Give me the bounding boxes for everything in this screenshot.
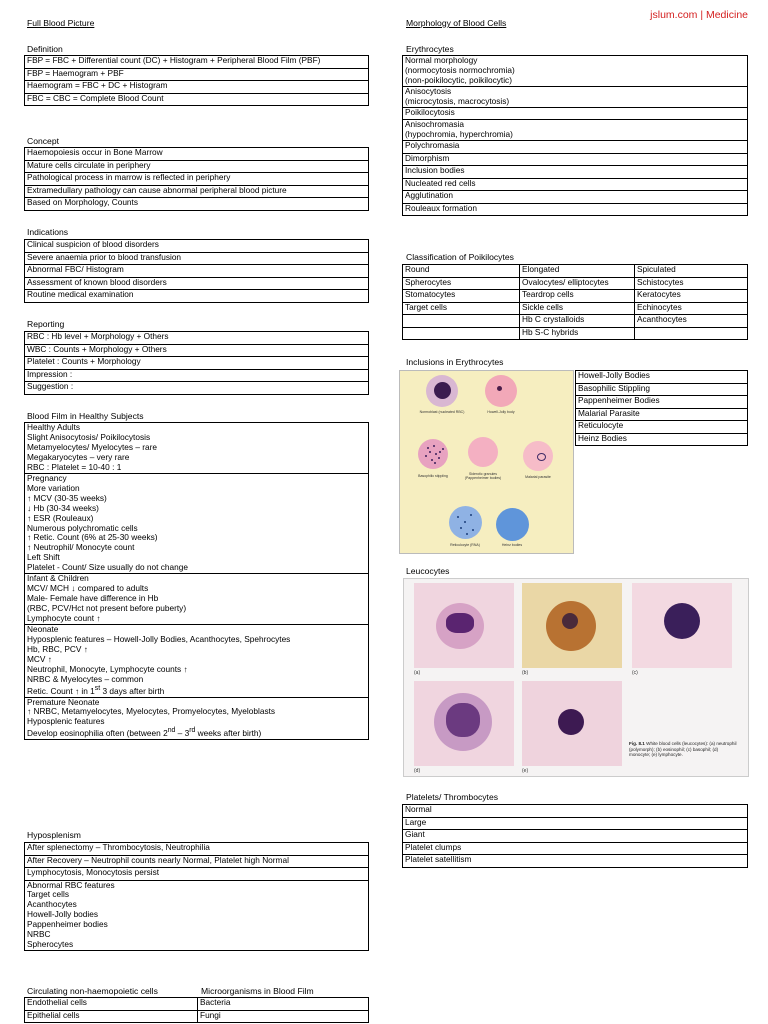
inclusion-row: Heinz Bodies <box>576 433 748 446</box>
concept-row: Extramedullary pathology can cause abnormal peripheral blood picture <box>25 185 369 198</box>
eosinophil-panel <box>522 583 622 668</box>
erythrocytes-table <box>402 55 748 216</box>
microorganism-cell: Bacteria <box>198 998 369 1011</box>
figure-caption: Basophilic stippling <box>418 474 448 478</box>
inclusion-row: Pappenheimer Bodies <box>576 396 748 409</box>
definition-row: Haemogram = FBC + DC + Histogram <box>25 81 369 94</box>
figure-caption: Malarial parasite <box>525 475 551 479</box>
inclusions-figure <box>399 370 574 554</box>
superscript: nd <box>167 727 176 735</box>
line: ↓ Hb (30-34 weeks) <box>27 502 99 513</box>
reticulum-dot <box>457 516 459 518</box>
poikilocyte-cell <box>403 327 520 340</box>
inclusions-table <box>575 370 748 446</box>
circulating-heading: Circulating non-haemopoietic cells <box>27 986 158 996</box>
text: weeks after birth) <box>195 728 262 739</box>
reporting-table <box>24 331 369 395</box>
howell-jolly-dot <box>497 386 502 391</box>
line: Abnormal RBC features <box>27 879 115 890</box>
definition-heading: Definition <box>27 44 63 54</box>
inclusion-row: Basophilic Stippling <box>576 383 748 396</box>
line: Hb, RBC, PCV ↑ <box>27 643 88 654</box>
stippling-dot <box>429 451 431 453</box>
circulating-cell: Epithelial cells <box>25 1010 198 1023</box>
morphology-title: Morphology of Blood Cells <box>406 18 507 28</box>
line: ↑ Neutrophil/ Monocyte count <box>27 542 135 553</box>
line: Hyposplenic features <box>27 716 105 727</box>
panel-label: (e) <box>522 768 529 774</box>
figure-caption: Howell-Jolly body <box>487 410 515 414</box>
text: – 3 <box>175 728 190 739</box>
reporting-row: Impression : <box>25 369 369 382</box>
hyposplenism-table <box>24 842 369 951</box>
line: Left Shift <box>27 552 60 563</box>
reticulum-dot <box>460 527 462 529</box>
erythrocyte-row: Rouleaux formation <box>403 203 748 216</box>
erythrocyte-row <box>403 120 748 141</box>
figure-caption: Normoblast (nucleated RBC) <box>419 410 465 414</box>
line: NRBC <box>27 929 51 940</box>
stippling-dot <box>431 459 433 461</box>
indications-row: Clinical suspicion of blood disorders <box>25 240 369 253</box>
circulating-cell: Endothelial cells <box>25 998 198 1011</box>
monocyte-panel <box>414 681 514 766</box>
erythrocyte-row: Polychromasia <box>403 141 748 154</box>
line: Healthy Adults <box>27 422 81 432</box>
concept-row: Based on Morphology, Counts <box>25 198 369 211</box>
panel-label: (a) <box>414 670 421 676</box>
concept-row: Haemopoiesis occur in Bone Marrow <box>25 148 369 161</box>
line: Slight Anisocytosis/ Poikilocytosis <box>27 431 151 442</box>
panel-label: (b) <box>522 670 529 676</box>
poikilocytes-heading: Classification of Poikilocytes <box>406 252 514 262</box>
leucocytes-figure <box>403 578 749 777</box>
line: Pregnancy <box>27 472 67 483</box>
pregnancy-cell <box>25 473 369 574</box>
stippling-dot <box>438 457 440 459</box>
concept-heading: Concept <box>27 136 60 146</box>
erythrocyte-row: Nucleated red cells <box>403 178 748 191</box>
line: (normocytosis normochromia) <box>405 64 515 75</box>
indications-row: Abnormal FBC/ Histogram <box>25 265 369 278</box>
line: ↑ ESR (Rouleaux) <box>27 512 94 523</box>
caption-text: White blood cells (leucocytes): (a) neutrophil (polymorph); (b) eosinophil; (c) basophil; (d) monocyte; (e) lymphocyte. <box>629 741 737 758</box>
figure-caption: Siderotic granules (Pappenheimer bodies) <box>464 472 502 481</box>
poikilocytes-table <box>402 264 748 340</box>
healthy-heading: Blood Film in Healthy Subjects <box>27 411 144 421</box>
line: Lymphocyte count ↑ <box>27 613 101 624</box>
basophil-cell <box>664 603 700 639</box>
line: Neonate <box>27 624 59 635</box>
platelet-row: Platelet clumps <box>403 842 748 855</box>
infant-cell <box>25 574 369 625</box>
stippling-dot <box>435 453 437 455</box>
figure-caption: Heinz bodies <box>501 543 523 547</box>
concept-table <box>24 147 369 211</box>
line: MCV/ MCH ↓ compared to adults <box>27 583 149 594</box>
healthy-subjects-table <box>24 422 369 740</box>
text: Develop eosinophilia often (between 2 <box>27 728 168 739</box>
healthy-adults-cell <box>25 423 369 474</box>
erythrocyte-row <box>403 56 748 87</box>
line: Neutrophil, Monocyte, Lymphocyte counts ↑ <box>27 663 188 674</box>
poikilocyte-cell: Schistocytes <box>635 277 748 290</box>
line: Howell-Jolly bodies <box>27 909 99 920</box>
eosinophil-nucleus <box>562 613 578 629</box>
poikilocyte-cell: Hb S-C hybrids <box>520 327 635 340</box>
neutrophil-panel <box>414 583 514 668</box>
leucocytes-heading: Leucocytes <box>406 566 450 576</box>
erythrocyte-row: Dimorphism <box>403 153 748 166</box>
lymphocyte-panel <box>522 681 622 766</box>
concept-row: Mature cells circulate in periphery <box>25 160 369 173</box>
text: Retic. Count ↑ in 1 <box>27 685 95 696</box>
poikilocyte-cell <box>635 327 748 340</box>
line: Premature Neonate <box>27 696 100 707</box>
line: (microcytosis, macrocytosis) <box>405 95 510 106</box>
poikilocyte-header-cell: Round <box>403 265 520 278</box>
malarial-ring <box>537 453 546 461</box>
poikilocyte-cell: Spherocytes <box>403 277 520 290</box>
caption-title: Fig. 8.1 <box>629 741 645 746</box>
line: ↑ Retic. Count (6% at 25-30 weeks) <box>27 532 158 543</box>
site-brand[interactable]: jslum.com | Medicine <box>650 9 748 21</box>
stippling-dot <box>442 448 444 450</box>
line: Numerous polychromatic cells <box>27 522 138 533</box>
poikilocyte-cell: Stomatocytes <box>403 290 520 303</box>
definition-row: FBP = Haemogram + PBF <box>25 68 369 81</box>
monocyte-nucleus <box>446 703 480 737</box>
normoblast-nucleus <box>434 382 451 399</box>
definition-row: FBP = FBC + Differential count (DC) + Histogram + Peripheral Blood Film (PBF) <box>25 56 369 69</box>
platelets-heading: Platelets/ Thrombocytes <box>406 792 499 802</box>
line: Male- Female have difference in Hb <box>27 593 159 604</box>
line: Infant & Children <box>27 573 89 584</box>
superscript: rd <box>189 727 196 735</box>
line <box>27 727 366 739</box>
poikilocyte-header-cell: Elongated <box>520 265 635 278</box>
superscript: st <box>94 684 101 692</box>
stippling-dot <box>439 451 441 453</box>
line <box>27 685 366 697</box>
inclusions-heading: Inclusions in Erythrocytes <box>406 357 504 367</box>
hyposplenism-row: After splenectomy – Thrombocytosis, Neutrophilia <box>25 843 369 856</box>
microorganism-cell: Fungi <box>198 1010 369 1023</box>
definition-row: FBC = CBC = Complete Blood Count <box>25 93 369 106</box>
poikilocyte-cell: Echinocytes <box>635 302 748 315</box>
figure-caption: Reticulocyte (RNA) <box>450 543 480 547</box>
platelets-table <box>402 804 748 868</box>
reporting-row: Suggestion : <box>25 382 369 395</box>
lymphocyte-cell <box>558 709 584 735</box>
inclusion-row: Malarial Parasite <box>576 408 748 421</box>
poikilocyte-cell: Teardrop cells <box>520 290 635 303</box>
reporting-heading: Reporting <box>27 319 65 329</box>
line: Hyposplenic features – Howell-Jolly Bodies, Acanthocytes, Spehrocytes <box>27 634 291 645</box>
abnormal-rbc-cell <box>25 880 369 951</box>
panel-label: (d) <box>414 768 421 774</box>
basophilic-stippling-cell <box>418 439 448 469</box>
premature-cell <box>25 697 369 740</box>
microorganisms-heading: Microorganisms in Blood Film <box>201 986 314 996</box>
text: 3 days after birth <box>100 685 165 696</box>
poikilocyte-cell: Hb C crystalloids <box>520 315 635 328</box>
poikilocyte-cell: Target cells <box>403 302 520 315</box>
hyposplenism-row: Lymphocytosis, Monocytosis persist <box>25 868 369 881</box>
hyposplenism-heading: Hyposplenism <box>27 830 81 840</box>
reticulum-dot <box>470 514 472 516</box>
basophil-panel <box>632 583 732 668</box>
howell-jolly-cell <box>485 375 517 407</box>
line: (hypochromia, hyperchromia) <box>405 129 513 140</box>
reporting-row: Platelet : Counts + Morphology <box>25 357 369 370</box>
reticulum-dot <box>472 529 474 531</box>
stippling-dot <box>425 455 427 457</box>
line: (non-poikilocytic, poikilocytic) <box>405 74 512 85</box>
poikilocyte-header-cell: Spiculated <box>635 265 748 278</box>
line: Spherocytes <box>27 939 74 950</box>
indications-row: Routine medical examination <box>25 290 369 303</box>
line: Megakaryocytes – very rare <box>27 451 130 462</box>
inclusion-row: Howell-Jolly Bodies <box>576 371 748 384</box>
definition-table <box>24 55 369 106</box>
indications-table <box>24 239 369 303</box>
poikilocyte-cell: Acanthocytes <box>635 315 748 328</box>
reporting-row: RBC : Hb level + Morphology + Others <box>25 332 369 345</box>
line: Pappenheimer bodies <box>27 919 108 930</box>
poikilocyte-cell <box>403 315 520 328</box>
hyposplenism-row: After Recovery – Neutrophil counts nearly Normal, Platelet high Normal <box>25 855 369 868</box>
page-title: Full Blood Picture <box>27 18 95 28</box>
erythrocyte-row: Poikilocytosis <box>403 107 748 120</box>
line: ↑ NRBC, Metamyelocytes, Myelocytes, Promyelocytes, Myeloblasts <box>27 706 276 717</box>
indications-row: Severe anaemia prior to blood transfusion <box>25 252 369 265</box>
siderotic-cell <box>468 437 498 467</box>
line: RBC : Platelet = 10-40 : 1 <box>27 461 122 472</box>
platelet-row: Platelet satellitism <box>403 855 748 868</box>
line: Normal morphology <box>405 55 478 65</box>
poikilocyte-cell: Sickle cells <box>520 302 635 315</box>
indications-heading: Indications <box>27 227 69 237</box>
inclusion-row: Reticulocyte <box>576 421 748 434</box>
line: Anisocytosis <box>405 85 452 96</box>
concept-row: Pathological process in marrow is reflected in periphery <box>25 173 369 186</box>
platelet-row: Large <box>403 817 748 830</box>
indications-row: Assessment of known blood disorders <box>25 277 369 290</box>
erythrocyte-row: Agglutination <box>403 191 748 204</box>
platelet-row: Giant <box>403 830 748 843</box>
line: MCV ↑ <box>27 653 52 664</box>
reporting-row: WBC : Counts + Morphology + Others <box>25 344 369 357</box>
line: (RBC, PCV/Hct not present before puberty) <box>27 603 187 614</box>
stippling-dot <box>433 445 435 447</box>
stippling-dot <box>434 462 436 464</box>
stippling-dot <box>427 447 429 449</box>
reticulum-dot <box>466 533 468 535</box>
erythrocytes-heading: Erythrocytes <box>406 44 454 54</box>
platelet-row: Normal <box>403 805 748 818</box>
line: Target cells <box>27 889 69 900</box>
line: Metamyelocytes/ Myelocytes – rare <box>27 441 158 452</box>
line: Acanthocytes <box>27 899 77 910</box>
line: Platelet - Count/ Size usually do not change <box>27 562 188 573</box>
erythrocyte-row: Inclusion bodies <box>403 166 748 179</box>
poikilocyte-cell: Keratocytes <box>635 290 748 303</box>
line: NRBC & Myelocytes – common <box>27 673 144 684</box>
neonate-cell <box>25 625 369 697</box>
leucocytes-caption <box>629 741 737 758</box>
neutrophil-nucleus <box>446 613 474 633</box>
line: ↑ MCV (30-35 weeks) <box>27 492 107 503</box>
line: More variation <box>27 482 80 493</box>
line: Anisochromasia <box>405 119 465 130</box>
poikilocyte-cell: Ovalocytes/ elliptocytes <box>520 277 635 290</box>
heinz-bodies-cell <box>496 508 529 541</box>
panel-label: (c) <box>632 670 638 676</box>
circulating-table <box>24 997 369 1023</box>
reticulum-dot <box>464 521 466 523</box>
erythrocyte-row <box>403 86 748 107</box>
